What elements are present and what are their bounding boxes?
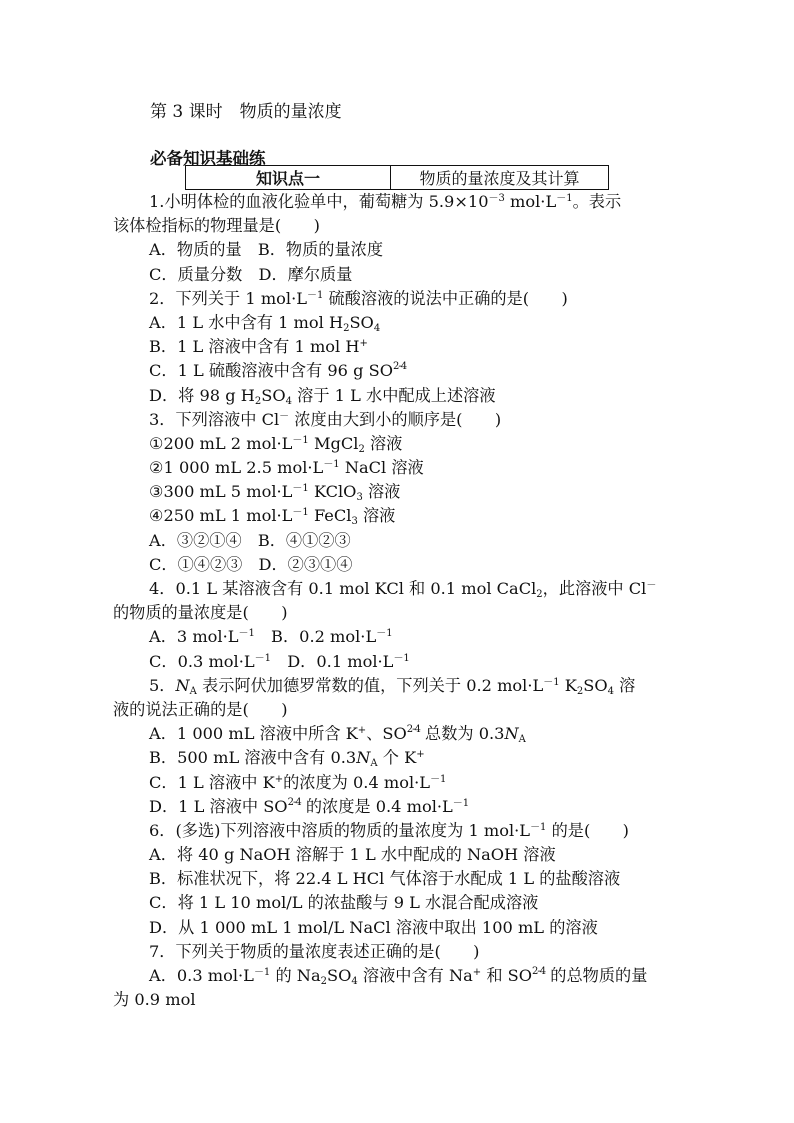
q7-option-a: A．0.3 $mol\cdot L^{-1}$ 的 $Na_2SO_4$ 溶液中含有 Na+ 和 SO$^{2-4}$ 的总物质的量 <box>149 966 648 987</box>
q5-stem: 5．$N_A$ 表示阿伏加德罗常数的值，下列关于 0.2 $mol\cdot L^{-1}$ $K_2SO_4$ 溶 <box>149 675 636 697</box>
q2-option-a: A．1 L 水中含有 1 mol $H_2SO_4$ <box>149 312 381 334</box>
q7-option-a-cont: 为 0.9 mol <box>113 990 196 1010</box>
q5-option-a: A．1 000 mL 溶液中所含 K+、SO$^{2-4}$ 总数为 $0.3N_A$ <box>149 724 526 746</box>
q1-stem-cont: 该体检指标的物理量是( ) <box>113 216 320 236</box>
q6-stem: 6．(多选)下列溶液中溶质的物质的量浓度为 1 $mol\cdot L^{-1}$ 的是( ) <box>149 820 629 840</box>
knowledge-point-label: 知识点一 <box>186 166 391 189</box>
q4-options-ab: A．3 $mol\cdot L^{-1}$ B．0.2 $mol\cdot L^{-1}$ <box>149 627 393 647</box>
q4-stem: 4．0.1 L 某溶液含有 0.1 mol KCl 和 0.1 mol CaCl$_2$，此溶液中 Cl－ <box>149 579 657 600</box>
q2-stem: 2．下列关于 1 $mol\cdot L^{-1}$ 硫酸溶液的说法中正确的是( ) <box>149 288 568 308</box>
q3-item-1: ①200 mL 2 $mol\cdot L^{-1}$ MgCl$_2$ 溶液 <box>149 433 403 455</box>
q3-options-cd: C．①④②③ D．②③①④ <box>149 554 353 574</box>
q5-stem-cont: 液的说法正确的是( ) <box>113 699 288 719</box>
q3-stem: 3．下列溶液中 Cl－ 浓度由大到小的顺序是( ) <box>149 409 502 429</box>
q3-item-3: ③300 mL 5 $mol\cdot L^{-1}$ KClO$_3$ 溶液 <box>149 482 401 504</box>
q1-stem: 1.小明体检的血液化验单中，葡萄糖为 $5.9\times 10^{-3}$ $mol\cdot L^{-1}$。表示 <box>149 192 622 211</box>
question-list <box>113 190 683 1012</box>
q3-item-4: ④250 mL 1 $mol\cdot L^{-1}$ FeCl$_3$ 溶液 <box>149 506 396 528</box>
q6-option-b: B．标准状况下，将 22.4 L HCl 气体溶于水配成 1 L 的盐酸溶液 <box>149 869 621 889</box>
q7-stem: 7．下列关于物质的量浓度表述正确的是( ) <box>149 941 480 961</box>
q6-option-c: C．将 1 L 10 mol/L 的浓盐酸与 9 L 水混合配成溶液 <box>149 893 539 913</box>
section-heading: 必备知识基础练 <box>150 149 266 168</box>
q2-option-c: C．1 L 硫酸溶液中含有 96 g SO$^{2-4}$ <box>149 361 407 381</box>
q4-options-cd: C．0.3 $mol\cdot L^{-1}$ D．0.1 $mol\cdot L^{-1}$ <box>149 651 410 671</box>
q1-options-ab: A．物质的量 B．物质的量浓度 <box>149 240 384 260</box>
knowledge-point-table <box>185 165 609 190</box>
q2-option-d: D．将 98 g $H_2SO_4$ 溶于 1 L 水中配成上述溶液 <box>149 385 496 407</box>
q5-option-d: D．1 L 溶液中 SO$^{2-4}$ 的浓度是 0.4 $mol\cdot L^{-1}$ <box>149 796 470 816</box>
q3-options-ab: A．③②①④ B．④①②③ <box>149 530 351 550</box>
q6-option-d: D．从 1 000 mL 1 mol/L NaCl 溶液中取出 100 mL 的溶液 <box>149 917 598 937</box>
q3-item-2: ②1 000 mL 2.5 $mol\cdot L^{-1}$ NaCl 溶液 <box>149 458 424 478</box>
lesson-title: 第 3 课时 物质的量浓度 <box>150 102 342 122</box>
q2-option-b: B．1 L 溶液中含有 1 mol H+ <box>149 337 368 357</box>
q6-option-a: A．将 40 g NaOH 溶解于 1 L 水中配成的 NaOH 溶液 <box>149 845 556 865</box>
q5-option-b: B．500 mL 溶液中含有 $0.3N_A$ 个 K+ <box>149 748 425 770</box>
q4-stem-cont: 的物质的量浓度是( ) <box>113 603 288 623</box>
q1-options-cd: C．质量分数 D．摩尔质量 <box>149 264 353 284</box>
q5-option-c: C．1 L 溶液中 K+的浓度为 0.4 $mol\cdot L^{-1}$ <box>149 772 447 792</box>
knowledge-point-topic: 物质的量浓度及其计算 <box>419 169 580 188</box>
